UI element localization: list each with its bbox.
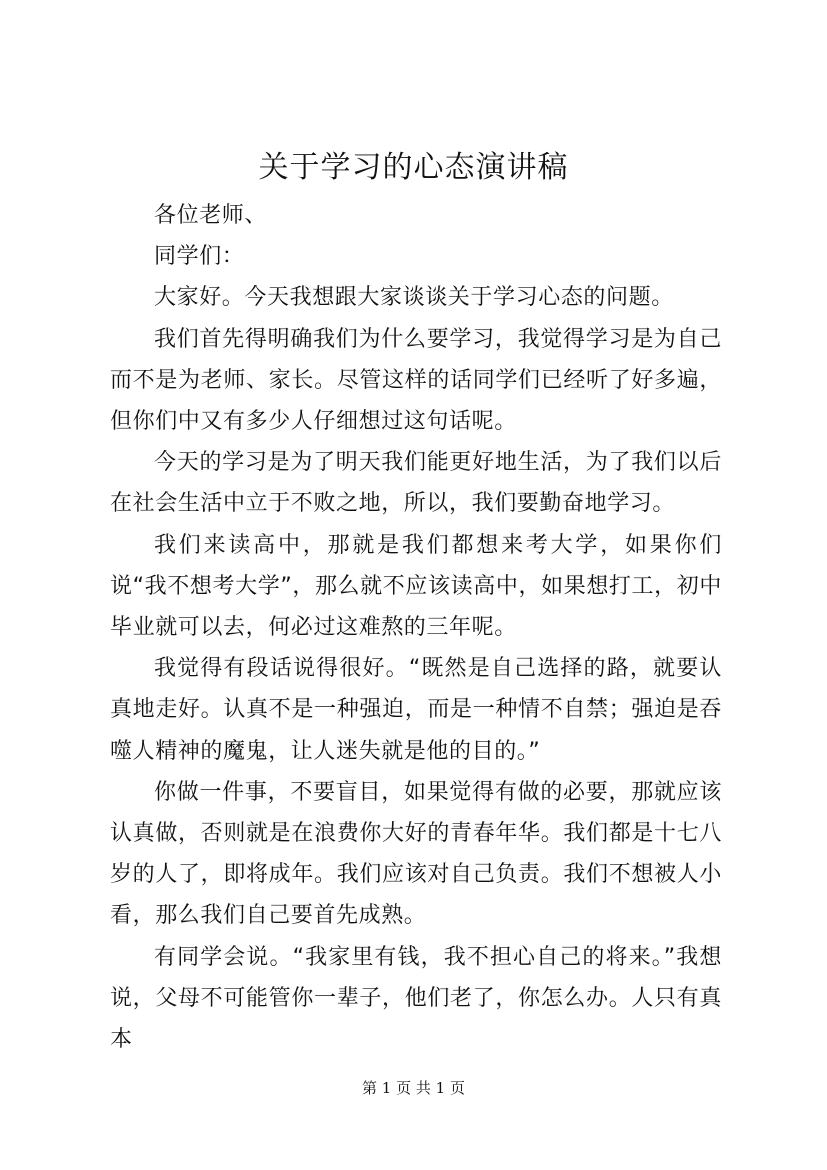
paragraph-greeting: 大家好。今天我想跟大家谈谈关于学习心态的问题。 [154, 285, 674, 311]
paragraph-high-school: 我们来读高中，那就是我们都想来考大学，如果你们说“我不想考大学”，那么就不应该读高中，如果想打工，初中毕业就可以去，何必过这难熬的三年呢。 [110, 532, 722, 641]
paragraph-responsibility: 你做一件事，不要盲目，如果觉得有做的必要，那就应该认真做，否则就是在浪费你大好的青春年华。我们都是十七八岁的人了，即将成年。我们应该对自己负责。我们不想被人小看，那么我们自己要首先成熟。 [110, 779, 722, 929]
paragraph-future-life: 今天的学习是为了明天我们能更好地生活，为了我们以后在社会生活中立于不败之地，所以，我们要勤奋地学习。 [110, 450, 722, 517]
paragraph-salutation-1: 各位老师、 [154, 203, 268, 228]
document-body [110, 195, 722, 1060]
paragraph-family-money: 有同学会说。“我家里有钱，我不担心自己的将来。”我想说，父母不可能管你一辈子，他们老了，你怎么办。人只有真本 [110, 944, 722, 1053]
paragraph-quote: 我觉得有段话说得很好。“既然是自己选择的路，就要认真地走好。认真不是一种强迫，而是一种情不自禁；强迫是吞噬人精神的魔鬼，让人迷失就是他的目的。” [110, 656, 722, 764]
document-title: 关于学习的心态演讲稿 [258, 150, 569, 185]
page-number-footer: 第 1 页 共 1 页 [362, 1079, 465, 1097]
paragraph-salutation-2: 同学们： [154, 244, 245, 270]
paragraph-why-study: 我们首先得明确我们为什么要学习，我觉得学习是为自己而不是为老师、家长。尽管这样的话同学们已经听了好多遍，但你们中又有多少人仔细想过这句话呢。 [110, 326, 722, 435]
